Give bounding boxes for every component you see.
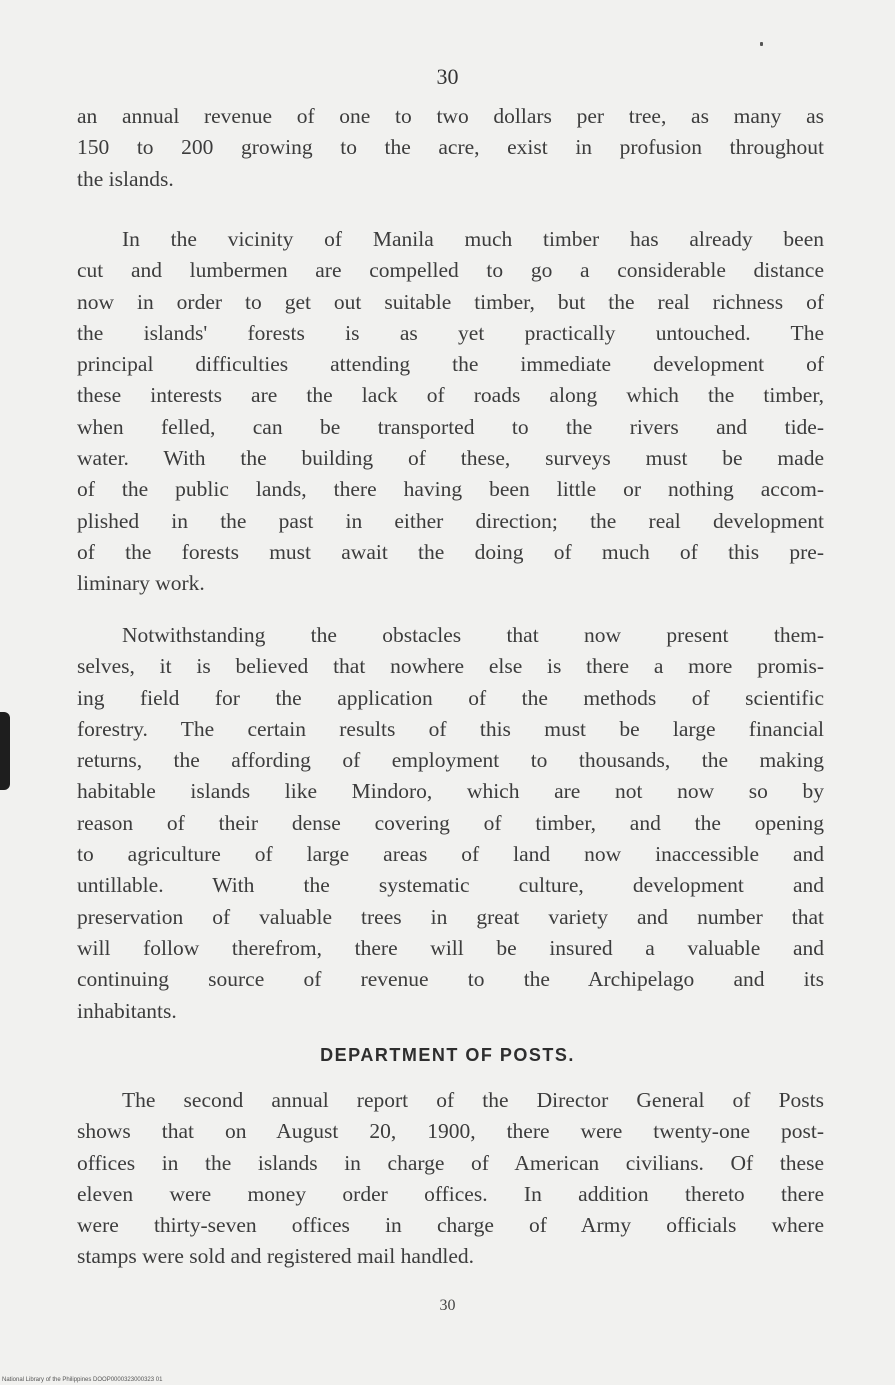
text-line: will follow therefrom, there will be insured a valuable and	[77, 935, 824, 960]
page-number-bottom: 30	[439, 1297, 456, 1314]
text-line: 150 to 200 growing to the acre, exist in profusion throughout	[77, 135, 824, 160]
text-line: the islands.	[77, 166, 174, 191]
text-line: shows that on August 20, 1900, there were twenty-one post-	[77, 1119, 824, 1144]
section-heading: DEPARTMENT OF POSTS.	[320, 1045, 575, 1065]
paragraph-2	[77, 224, 824, 600]
text-line: of the forests must await the doing of much of this pre-	[77, 539, 824, 564]
paragraph-1	[77, 101, 824, 195]
text-line: cut and lumbermen are compelled to go a considerable distance	[77, 258, 824, 283]
text-line: were thirty-seven offices in charge of Army officials where	[77, 1213, 824, 1238]
scan-footer-note: National Library of the Philippines DOOP0000323000323 01	[2, 1377, 163, 1383]
text-line: The second annual report of the Director General of Posts	[122, 1088, 824, 1112]
text-line: inhabitants.	[77, 998, 177, 1023]
text-line: preservation of valuable trees in great variety and number that	[77, 904, 824, 929]
paragraph-4	[77, 1085, 824, 1273]
paragraph-3	[77, 620, 824, 1027]
text-line: now in order to get out suitable timber, but the real richness of	[77, 289, 824, 314]
text-line: forestry. The certain results of this must be large financial	[77, 716, 824, 741]
text-line: liminary work.	[77, 571, 205, 596]
text-line: the islands' forests is as yet practically untouched. The	[77, 320, 824, 345]
text-line: an annual revenue of one to two dollars per tree, as many as	[77, 104, 824, 128]
text-line: selves, it is believed that nowhere else is there a more promis-	[77, 654, 824, 679]
text-line: of the public lands, there having been little or nothing accom-	[77, 477, 824, 502]
text-line: when felled, can be transported to the rivers and tide-	[77, 414, 824, 439]
text-line: these interests are the lack of roads along which the timber,	[77, 383, 824, 408]
text-line: offices in the islands in charge of American civilians. Of these	[77, 1150, 824, 1175]
text-line: to agriculture of large areas of land now inaccessible and	[77, 842, 824, 867]
scan-edge-mark	[0, 712, 10, 790]
text-line: Notwithstanding the obstacles that now present them-	[122, 623, 824, 647]
text-line: returns, the affording of employment to thousands, the making	[77, 748, 824, 773]
text-line: habitable islands like Mindoro, which are not now so by	[77, 779, 824, 804]
text-line: eleven were money order offices. In addition thereto there	[77, 1181, 824, 1206]
page-number-top: 30	[436, 64, 459, 89]
text-line: reason of their dense covering of timber, and the opening	[77, 810, 824, 835]
text-line: stamps were sold and registered mail handled.	[77, 1244, 475, 1269]
scan-speck	[760, 42, 763, 46]
text-line: plished in the past in either direction; the real development	[77, 508, 824, 533]
text-line: continuing source of revenue to the Archipelago and its	[77, 967, 824, 992]
text-line: In the vicinity of Manila much timber has already been	[122, 227, 824, 251]
text-line: untillable. With the systematic culture, development and	[77, 873, 824, 898]
text-line: water. With the building of these, surveys must be made	[77, 446, 824, 471]
text-line: ing field for the application of the methods of scientific	[77, 685, 824, 710]
text-line: principal difficulties attending the immediate development of	[77, 352, 824, 377]
